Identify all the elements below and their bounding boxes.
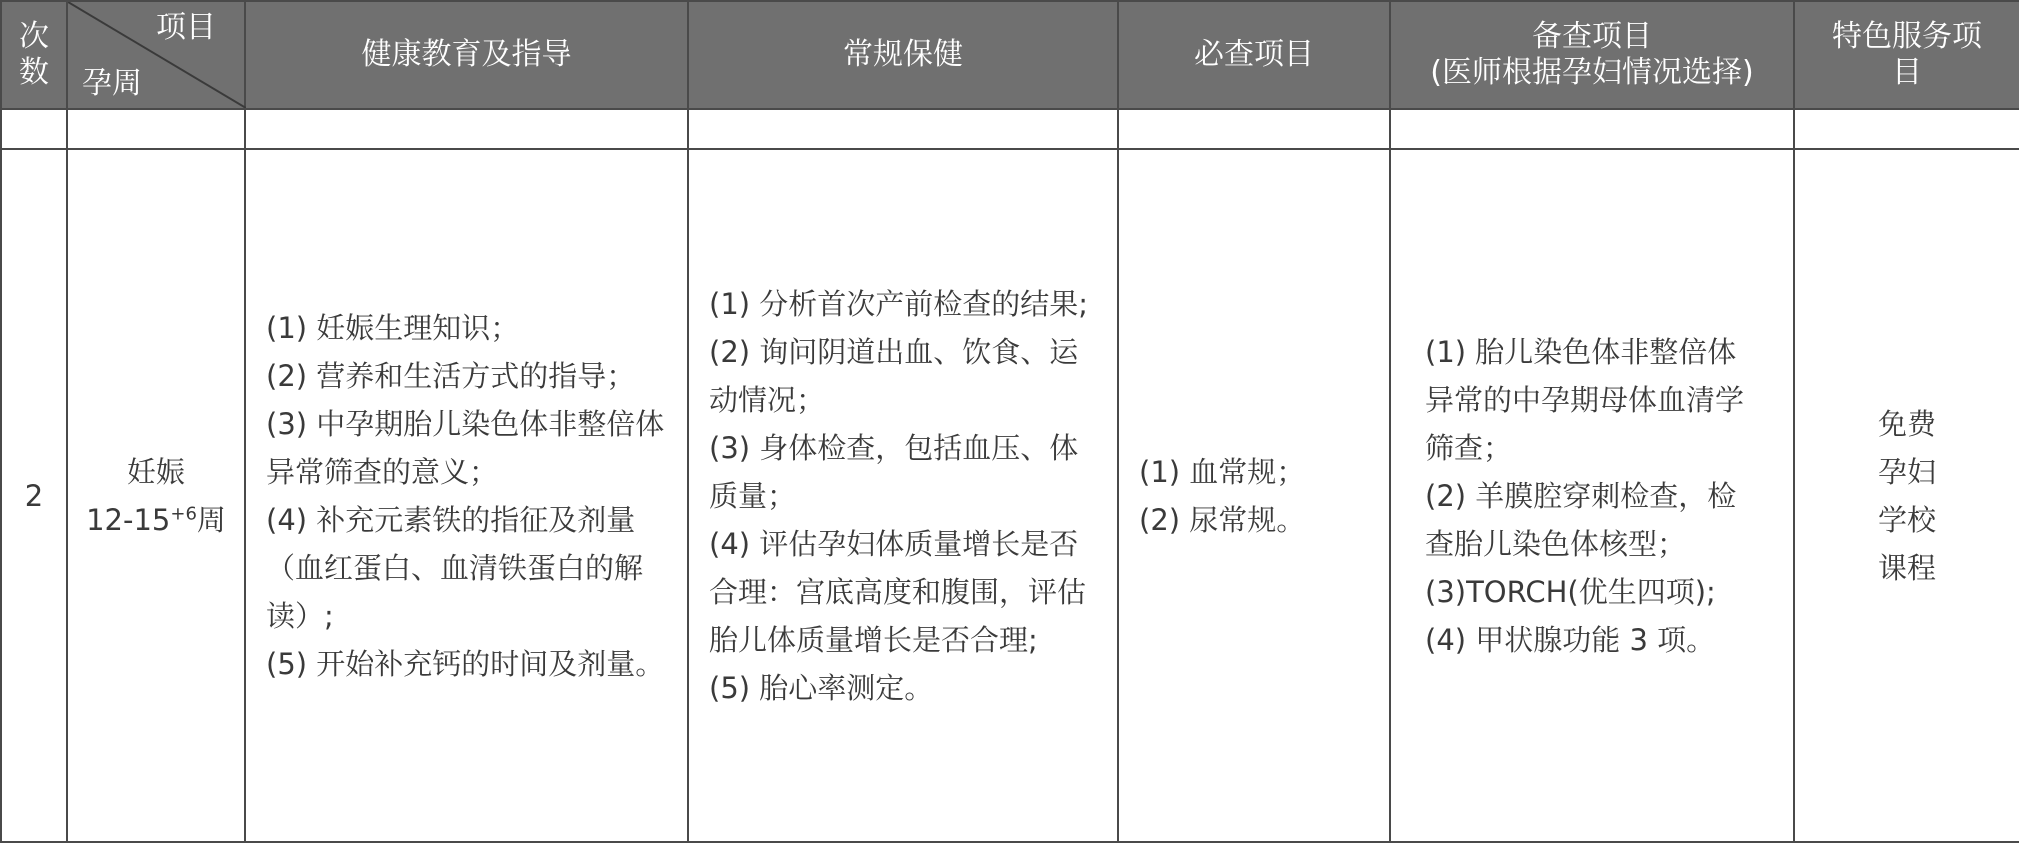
visit-count: 2 bbox=[1, 149, 67, 842]
header-week-label: 孕周 bbox=[82, 66, 142, 101]
gestational-week bbox=[67, 149, 245, 842]
health-education-list bbox=[246, 304, 687, 688]
list-item: (2) 羊膜腔穿刺检查，检查胎儿染色体核型； bbox=[1425, 478, 1737, 561]
blank-cell bbox=[1794, 109, 2019, 149]
week-prefix: 妊娠 bbox=[126, 454, 185, 489]
blank-cell bbox=[688, 109, 1118, 149]
table-row bbox=[1, 149, 2019, 842]
list-item: (2) 询问阴道出血、饮食、运动情况； bbox=[709, 334, 1079, 417]
list-item: (1) 妊娠生理知识； bbox=[266, 310, 520, 345]
blank-cell bbox=[1118, 109, 1390, 149]
list-item: 孕妇 bbox=[1877, 454, 1936, 489]
header-optional-tests-title: 备查项目 bbox=[1532, 19, 1652, 54]
list-item: (4) 甲状腺功能 3 项。 bbox=[1425, 622, 1716, 657]
table-header-row bbox=[1, 1, 2019, 109]
week-superscript: +6 bbox=[170, 502, 197, 524]
header-required-tests: 必查项目 bbox=[1118, 1, 1390, 109]
health-education-cell bbox=[245, 149, 688, 842]
optional-tests-cell bbox=[1390, 149, 1794, 842]
header-item-label: 项目 bbox=[156, 10, 216, 45]
week-unit: 周 bbox=[196, 502, 226, 537]
header-health-education: 健康教育及指导 bbox=[245, 1, 688, 109]
required-tests-cell bbox=[1118, 149, 1390, 842]
blank-cell bbox=[1390, 109, 1794, 149]
list-item: (3) 中孕期胎儿染色体非整倍体异常筛查的意义； bbox=[266, 406, 665, 489]
list-item: (2) 尿常规。 bbox=[1139, 502, 1306, 537]
list-item: (4) 补充元素铁的指征及剂量（血红蛋白、血清铁蛋白的解读）; bbox=[266, 502, 644, 633]
list-item: (1) 分析首次产前检查的结果; bbox=[709, 286, 1089, 321]
special-services-cell bbox=[1794, 149, 2019, 842]
list-item: (3) 身体检查，包括血压、体质量； bbox=[709, 430, 1079, 513]
week-range-line bbox=[68, 496, 244, 544]
blank-spacer-row bbox=[1, 109, 2019, 149]
header-item-week-diagonal bbox=[67, 1, 245, 109]
list-item: 免费 bbox=[1877, 406, 1936, 441]
header-optional-tests bbox=[1390, 1, 1794, 109]
list-item: (4) 评估孕妇体质量增长是否合理：宫底高度和腹围，评估胎儿体质量增长是否合理; bbox=[709, 526, 1087, 657]
header-optional-tests-note: (医师根据孕妇情况选择) bbox=[1430, 55, 1754, 90]
blank-cell bbox=[67, 109, 245, 149]
list-item: 学校 bbox=[1877, 502, 1936, 537]
list-item: (1) 胎儿染色体非整倍体异常的中孕期母体血清学筛查； bbox=[1425, 334, 1745, 465]
blank-cell bbox=[1, 109, 67, 149]
routine-care-cell bbox=[688, 149, 1118, 842]
header-special-services bbox=[1794, 1, 2019, 109]
routine-care-list bbox=[689, 280, 1117, 712]
required-tests-list bbox=[1119, 448, 1389, 544]
week-range: 12-15 bbox=[86, 502, 171, 537]
special-services-list bbox=[1795, 400, 2019, 592]
optional-tests-list bbox=[1391, 328, 1793, 664]
list-item: (1) 血常规； bbox=[1139, 454, 1306, 489]
list-item: (5) 胎心率测定。 bbox=[709, 670, 934, 705]
list-item: (3)TORCH(优生四项); bbox=[1425, 574, 1716, 609]
list-item: (5) 开始补充钙的时间及剂量。 bbox=[266, 646, 665, 681]
header-count-label: 次数 bbox=[19, 19, 49, 90]
header-count bbox=[1, 1, 67, 109]
header-routine-care: 常规保健 bbox=[688, 1, 1118, 109]
blank-cell bbox=[245, 109, 688, 149]
list-item: 课程 bbox=[1877, 550, 1936, 585]
header-special-services-label: 特色服务项目 bbox=[1832, 19, 1982, 90]
list-item: (2) 营养和生活方式的指导； bbox=[266, 358, 636, 393]
